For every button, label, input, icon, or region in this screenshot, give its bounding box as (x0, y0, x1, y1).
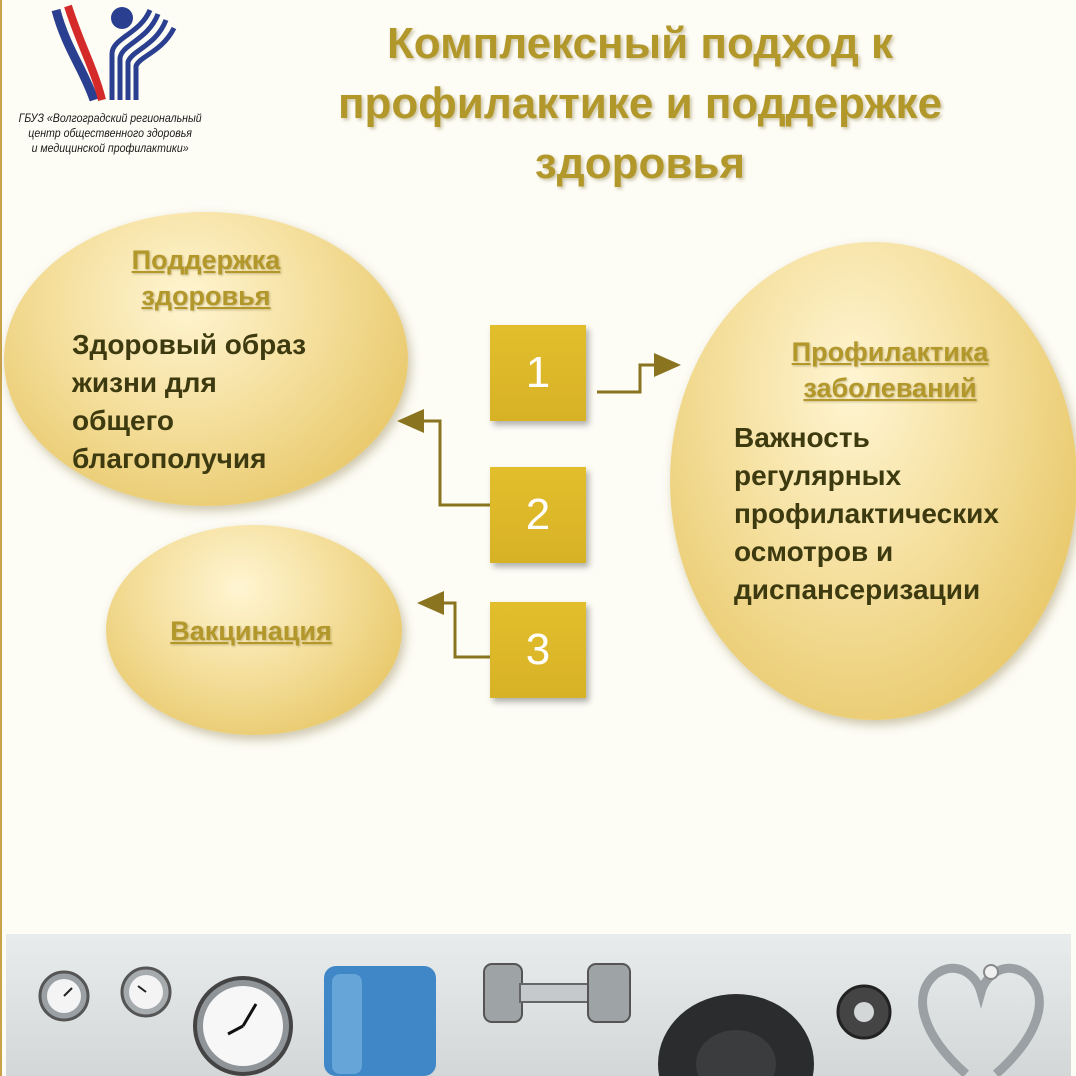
arrow-step1-to-prevention (597, 365, 678, 392)
foam-roller-icon (324, 966, 436, 1076)
fitness-equipment-illustration (6, 934, 1071, 1076)
dumbbell-icon (484, 964, 630, 1022)
page-title: Комплексный подход к профилактике и поддержке здоровья (337, 19, 943, 188)
health-support-body-line: жизни для (72, 367, 217, 398)
logo-caption-line: ГБУЗ «Волгоградский региональный (18, 113, 202, 125)
logo-caption-line: центр общественного здоровья (28, 128, 192, 140)
gauge-icon (122, 968, 170, 1016)
step-2-box: 2 (490, 467, 586, 563)
health-support-title-line: здоровья (141, 281, 271, 311)
washer-icon (838, 986, 890, 1038)
logo-caption-line: и медицинской профилактики» (31, 143, 189, 155)
arrow-step3-to-vaccination (420, 603, 490, 657)
stethoscope-icon (923, 965, 1040, 1074)
disease-prevention-body-line: Важность (734, 422, 870, 453)
health-support-body-line: Здоровый образ (72, 329, 307, 360)
clock-icon (195, 978, 291, 1074)
health-support-body-line: благополучия (72, 443, 267, 474)
fitness-equipment-photo (6, 934, 1071, 1076)
step-1-box: 1 (490, 325, 586, 421)
disease-prevention-title-line: заболеваний (803, 373, 977, 403)
disease-prevention-title-line: Профилактика (791, 337, 989, 367)
disease-prevention-body-line: регулярных (734, 460, 902, 491)
vaccination-title: Вакцинация (170, 616, 332, 646)
disease-prevention-body-line: осмотров и (734, 536, 894, 567)
arrow-step2-to-health-support (400, 421, 490, 505)
health-support-body-line: общего (72, 405, 174, 436)
step-3-box: 3 (490, 602, 586, 698)
gauge-icon (40, 972, 88, 1020)
weight-plate-icon (658, 994, 814, 1076)
disease-prevention-body-line: диспансеризации (734, 574, 981, 605)
disease-prevention-body-line: профилактических (734, 498, 999, 529)
health-support-title-line: Поддержка (131, 245, 281, 275)
